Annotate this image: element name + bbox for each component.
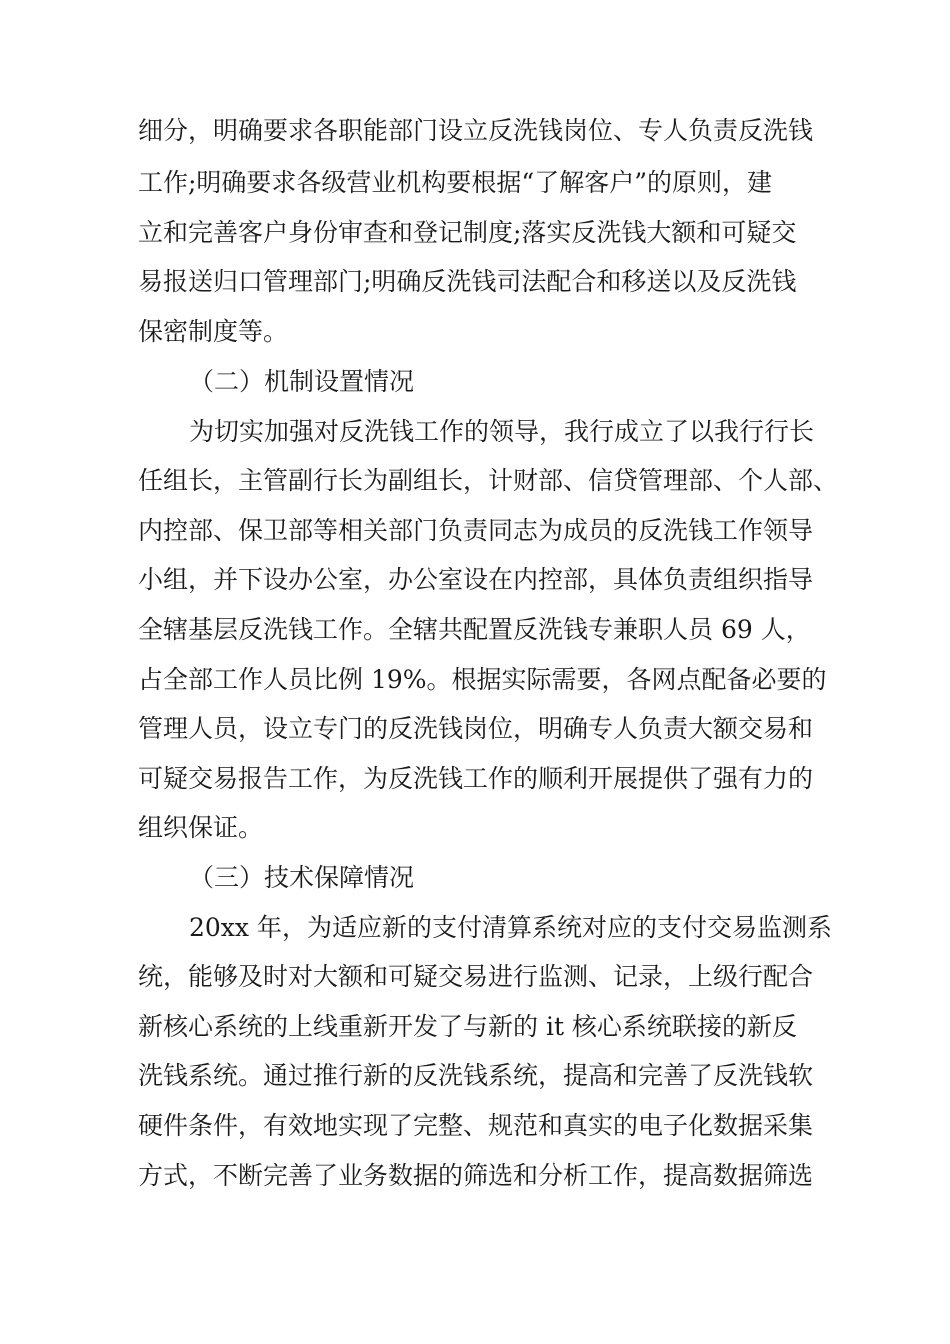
text-line: 为切实加强对反洗钱工作的领导，我行成立了以我行行长 bbox=[189, 417, 815, 446]
text-line: 管理人员，设立专门的反洗钱岗位，明确专人负责大额交易和 bbox=[138, 714, 814, 743]
text-line: 细分，明确要求各职能部门设立反洗钱岗位、专人负责反洗钱 bbox=[138, 116, 814, 145]
text-line: 统，能够及时对大额和可疑交易进行监测、记录，上级行配合 bbox=[138, 962, 814, 991]
text-line: 任组长，主管副行长为副组长，计财部、信贷管理部、个人部、 bbox=[138, 466, 839, 495]
text-line: 小组，并下设办公室，办公室设在内控部，具体负责组织指导 bbox=[138, 565, 814, 594]
text-line: 洗钱系统。通过推行新的反洗钱系统，提高和完善了反洗钱软 bbox=[138, 1061, 814, 1090]
text-line: 新核心系统的上线重新开发了与新的 it 核心系统联接的新反 bbox=[138, 1012, 797, 1041]
section-heading: （二）机制设置情况 bbox=[189, 367, 415, 396]
text-line: 立和完善客户身份审查和登记制度;落实反洗钱大额和可疑交 bbox=[138, 218, 797, 247]
text-line: 占全部工作人员比例 19%。根据实际需要，各网点配备必要的 bbox=[138, 665, 827, 694]
text-line: 方式，不断完善了业务数据的筛选和分析工作，提高数据筛选 bbox=[138, 1161, 814, 1190]
text-line: 可疑交易报告工作，为反洗钱工作的顺利开展提供了强有力的 bbox=[138, 764, 814, 793]
section-heading: （三）技术保障情况 bbox=[189, 863, 415, 892]
text-line: 20xx 年，为适应新的支付清算系统对应的支付交易监测系 bbox=[189, 913, 832, 942]
text-line: 保密制度等。 bbox=[138, 317, 289, 346]
text-line: 组织保证。 bbox=[138, 813, 264, 842]
text-line: 内控部、保卫部等相关部门负责同志为成员的反洗钱工作领导 bbox=[138, 516, 814, 545]
text-line: 工作;明确要求各级营业机构要根据“了解客户”的原则，建 bbox=[138, 168, 772, 197]
text-line: 全辖基层反洗钱工作。全辖共配置反洗钱专兼职人员 69 人， bbox=[138, 615, 811, 644]
text-line: 硬件条件，有效地实现了完整、规范和真实的电子化数据采集 bbox=[138, 1111, 814, 1140]
text-line: 易报送归口管理部门;明确反洗钱司法配合和移送以及反洗钱 bbox=[138, 267, 797, 296]
